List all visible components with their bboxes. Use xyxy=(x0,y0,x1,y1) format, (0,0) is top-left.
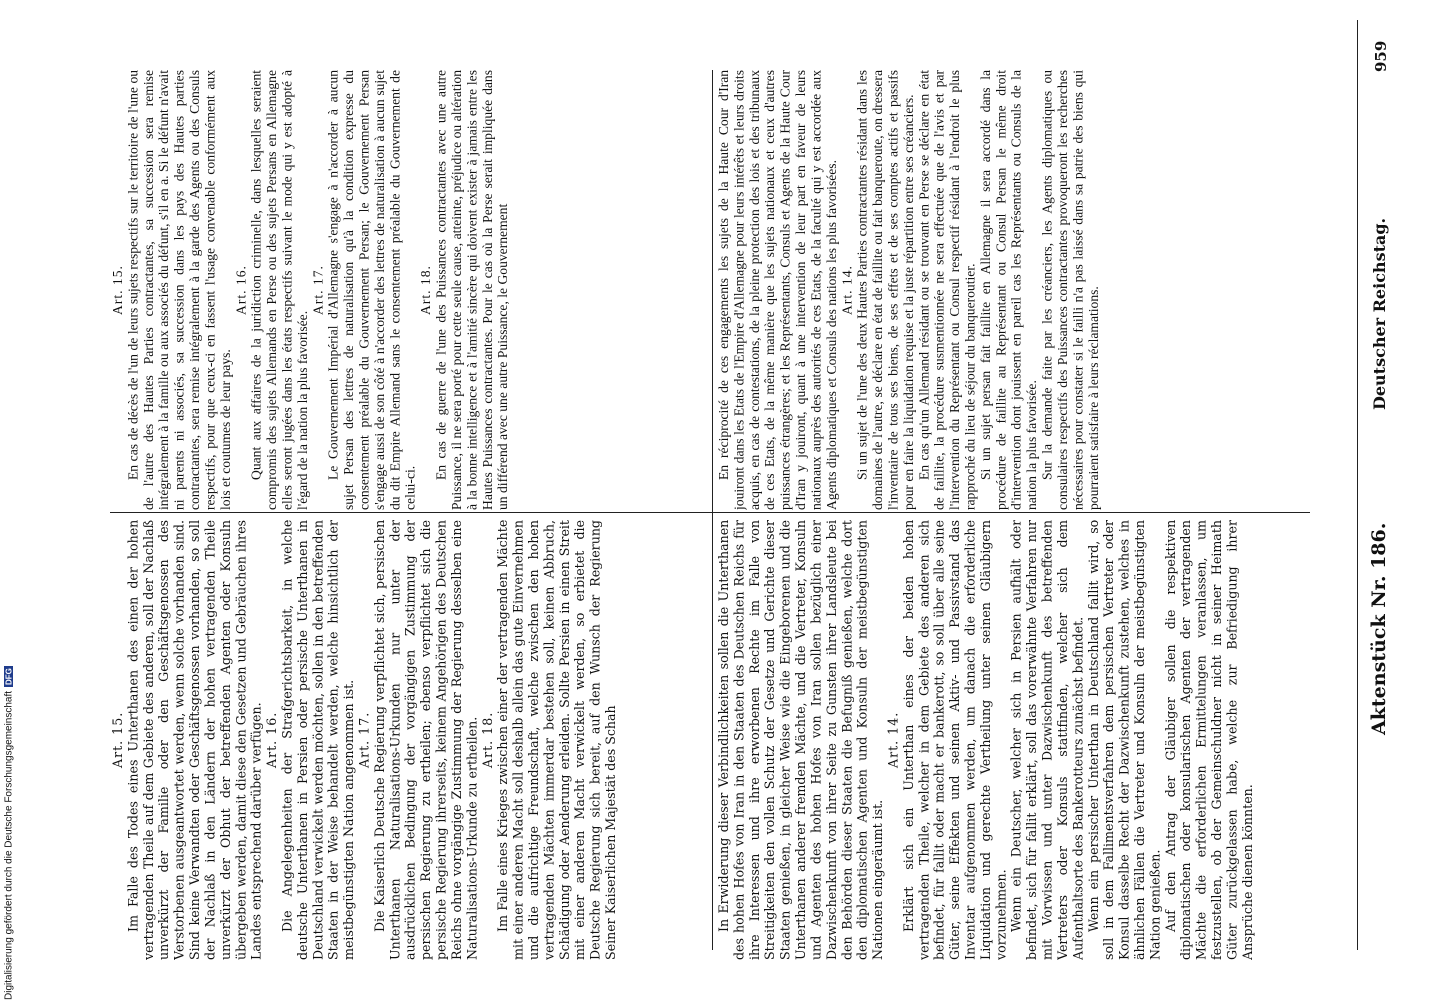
fr2-article-15: Art. 15. xyxy=(110,265,125,315)
dfg-logo: DFG xyxy=(4,668,14,685)
fr2-para-3: Le Gouvernement Impérial d'Allemagne s'engage à n'accorder à aucun sujet Persan des lettres de naturalisation qu'à la condition expresse du consentement préalable du Gouvernement Persan; le Gouvernement Persan s'engage aussi de son côté à n'accorder des lettres de naturalisation à aucun sujet du dit Empire Allemand sans le consentement préalable du Gouvernement de celui-ci. xyxy=(325,70,418,510)
de1-para-1: In Erwiderung dieser Verbindlichkeiten sollen die Unterthanen des hohen Hofes von Iran in den Staaten des Deutschen Reichs für ihre Interessen und ihre erworbenen Rechte im Falle von Streitigkeiten den vollen Schutz der Gesetze und Gerichte dieser Staaten genießen, in gleicher Weise wie die Eingeborenen und die Unterthanen anderer fremden Mächte, und die Vertreter, Konsuln und Agenten des hohen Hofes von Iran sollen bezüglich einer Dazwischenkunft von ihrer Seite zu Gunsten ihrer Landsleute bei den Behörden dieser Staaten die Befugniß genießen, welche dort den diplomatischen Agenten und Konsuln der meistbegünstigten Nationen eingeräumt ist. xyxy=(716,520,886,960)
fr1-para-2: Si un sujet de l'une des deux Hautes Parties contractantes résidant dans les domaines de l'autre, se déclare en état de faillite ou fait banqueroute, on dressera l'inventaire de tous ses biens, de ses effets et de ses comptes actifs et passifs pour en faire la liquidation requise et la juste répartition entre ses créanciers. xyxy=(854,70,916,510)
fr1-para-4: Si un sujet persan fait faillite en Allemagne il sera accordé dans la procédure de faillite au Représentant ou Consul Persan le même droit d'intervention dont jouissent en pareil cas les Représentants ou Consuls de la nation la plus favorisée. xyxy=(977,70,1040,510)
de-document-title: Aktenstück Nr. 186. xyxy=(1368,522,1390,735)
de1-article-14: Art. 14. xyxy=(885,711,901,769)
de2-article-16: Art. 16. xyxy=(264,711,280,769)
de2-para-1: Im Falle des Todes eines Unterthanen des einen der hohen vertragenden Theile auf dem Gebiete des anderen, soll der Nachlaß unverkürzt der Familie oder den Geschäftsgenossen des Verstorbenen ausgeantwortet werden, wenn solche vorhanden sind. Sind keine Verwandten oder Geschäftsgenossen vorhanden, so soll der Nachlaß in den Ländern der hohen vertragenden Theile unverkürzt der Obhut der betreffenden Agenten oder Konsuln übergeben werden, damit diese den Gesetzen und Gebräuchen ihres Landes entsprechend darüber verfügen. xyxy=(125,520,264,960)
de2-article-15: Art. 15. xyxy=(110,711,125,769)
de1-para-2: Erklärt sich ein Unterthan eines der beiden hohen vertragenden Theile, welcher in dem Gebiete des anderen sich befindet, für fallit oder macht er bankerott, so soll über alle seine Güter, seine Effekten und seinen Aktiv- und Passivstand das Inventar aufgenommen werden, um danach die erforderliche Liquidation und gerechte Vertheilung unter seinen Gläubigern vorzunehmen. xyxy=(900,520,1009,960)
fr2-para-2: Quant aux affaires de la juridiction criminelle, dans lesquelles seraient compromis des sujets Allemands en Perse ou des sujets Persans en Allemagne elles seront jugées dans les états respectifs suivant le mode qui y est adopté à l'égard de la nation la plus favorisée. xyxy=(248,70,310,510)
page-number: 959 xyxy=(1372,40,1390,72)
de2-article-17: Art. 17. xyxy=(356,711,372,769)
fr1-para-5: Sur la demande faite par les créanciers, les Agents diplomatiques ou consulaires respectifs des Puissances contractantes provoqueront les recherches nécessaires pour constater si le failli n'a pas laissé dans sa patrie des biens qui pourraient satisfaire à leurs réclamations. xyxy=(1039,70,1101,510)
de2-article-18: Art. 18. xyxy=(479,711,495,769)
fr-column-2 xyxy=(110,70,708,510)
fr2-article-18: Art. 18. xyxy=(418,265,434,315)
digitization-credit xyxy=(0,560,18,1000)
fr2-article-16: Art. 16. xyxy=(233,265,249,315)
fr-column-1 xyxy=(716,70,1358,510)
de2-para-2: Die Angelegenheiten der Strafgerichtsbarkeit, in welche deutsche Unterthanen in Persien oder persische Unterthanen in Deutschland verwickelt werden möchten, sollen in den betreffenden Staaten in der Weise behandelt werden, welche hinsichtlich der meistbegünstigten Nation angenommen ist. xyxy=(279,520,357,960)
de-column-1 xyxy=(716,520,1358,960)
de-column-2 xyxy=(110,520,708,960)
fr2-para-4: En cas de guerre de l'une des Puissances contractantes avec une autre Puissance, il ne sera porté pour cette seule cause, atteinte, préjudice ou altération à la bonne intelligence et à l'amitié sincère qui doivent exister à jamais entre les Hautes Puissances contractantes. Pour le cas où la Perse serait impliquée dans un différend avec une autre Puissance, le Gouvernement xyxy=(433,70,511,510)
de2-para-3: Die Kaiserlich Deutsche Regierung verpflichtet sich, persischen Unterthanen Naturalisations-Urkunden nur unter der ausdrücklichen Bedingung der vorgängigen Zustimmung der persischen Regierung zu ertheilen; ebenso verpflichtet sich die persische Regierung ihrerseits, keinem Angehörigen des Deutschen Reichs ohne vorgängige Zustimmung der Regierung desselben eine Naturalisations-Urkunde zu ertheilen. xyxy=(371,520,480,960)
fr1-para-1: En réciprocité de ces engagements les sujets de la Haute Cour d'Iran jouiront dans les Etats de l'Empire d'Allemagne pour leurs intérêts et leurs droits acquis, en cas de contestations, de la pleine protection des lois et des tribunaux de ces Etats, de la même manière que les sujets nationaux et ceux d'autres puissances étrangères; et les Représentants, Consuls et Agents de la Haute Cour d'Iran y jouiront, quant à une intervention de leur part en faveur de leurs nationaux auprès des autorités de ces Etats, de la faculté qui y est accordée aux Agents diplomatiques et Consuls des nations les plus favorisées. xyxy=(716,70,839,510)
fr2-para-1: En cas de décès de l'un de leurs sujets respectifs sur le territoire de l'une ou de l'autre des Hautes Parties contractantes, sa succession sera remise intégralement à la famille ou aux associés du défunt, s'il en a. Si le défunt n'avait ni parents ni associés, sa succession dans les pays des Hautes parties contractantes, sera remise intégralement à la garde des Agents ou des Consuls respectifs, pour que ceux-ci en fassent l'usage convenable conformément aux lois et coutumes de leur pays. xyxy=(125,70,233,510)
de1-para-3: Wenn ein Deutscher, welcher sich in Persien aufhält oder befindet, sich für fallit erklärt, soll das vorerwähnte Verfahren nur mit Vorwissen und unter Dazwischenkunft des betreffenden Vertreters oder Konsuls stattfinden, welcher sich dem Aufenthaltsorte des Bankerotteurs zunächst befindet. xyxy=(1008,520,1086,960)
fr2-article-17: Art. 17. xyxy=(310,265,326,315)
column-divider xyxy=(110,512,1310,513)
fr-running-title: Deutscher Reichstag. xyxy=(1370,217,1389,410)
de1-para-4: Wenn ein persischer Unterthan in Deutschland fallit wird, so soll in dem Fallimentsverfahren dem persischen Vertreter oder Konsul dasselbe Recht der Dazwischenkunft zustehen, welches in ähnlichen Fällen die Vertreter und Konsuln der meistbegünstigten Nation genießen. xyxy=(1085,520,1163,960)
fr1-para-3: En cas qu'un Allemand résidant ou se trouvant en Perse se déclare en état de faillite, la procédure susmentionnée ne sera effectuée que de l'avis et par l'intervention du Représentant ou Consul respectif résidant à l'endroit le plus rapproché du lieu de séjour du banqueroutier. xyxy=(916,70,978,510)
fr1-article-14: Art. 14. xyxy=(839,265,855,315)
de1-para-5: Auf den Antrag der Gläubiger sollen die respektiven diplomatischen oder konsularischen Agenten der vertragenden Mächte die erforderlichen Ermittelungen veranlassen, um festzustellen, ob der Gemeinschuldner nicht in seiner Heimath Güter zurückgelassen habe, welche zur Befriedigung ihrer Ansprüche dienen könnten. xyxy=(1162,520,1255,960)
credit-text: Digitalisierung gefördert durch die Deutsche Forschungsgemeinschaft xyxy=(3,690,15,1000)
de2-para-4: Im Falle eines Krieges zwischen einer der vertragenden Mächte mit einer anderen Macht soll deshalb allein das gute Einvernehmen und die aufrichtige Freundschaft, welche zwischen den hohen vertragenden Mächten immerdar bestehen soll, keinen Abbruch, Schädigung oder Aenderung erleiden. Sollte Persien in einen Streit mit einer anderen Macht verwickelt werden, so erbietet die Deutsche Regierung sich bereit, auf den Wunsch der Regierung Seiner Kaiserlichen Majestät des Schah xyxy=(495,520,618,960)
half-divider xyxy=(712,70,713,950)
